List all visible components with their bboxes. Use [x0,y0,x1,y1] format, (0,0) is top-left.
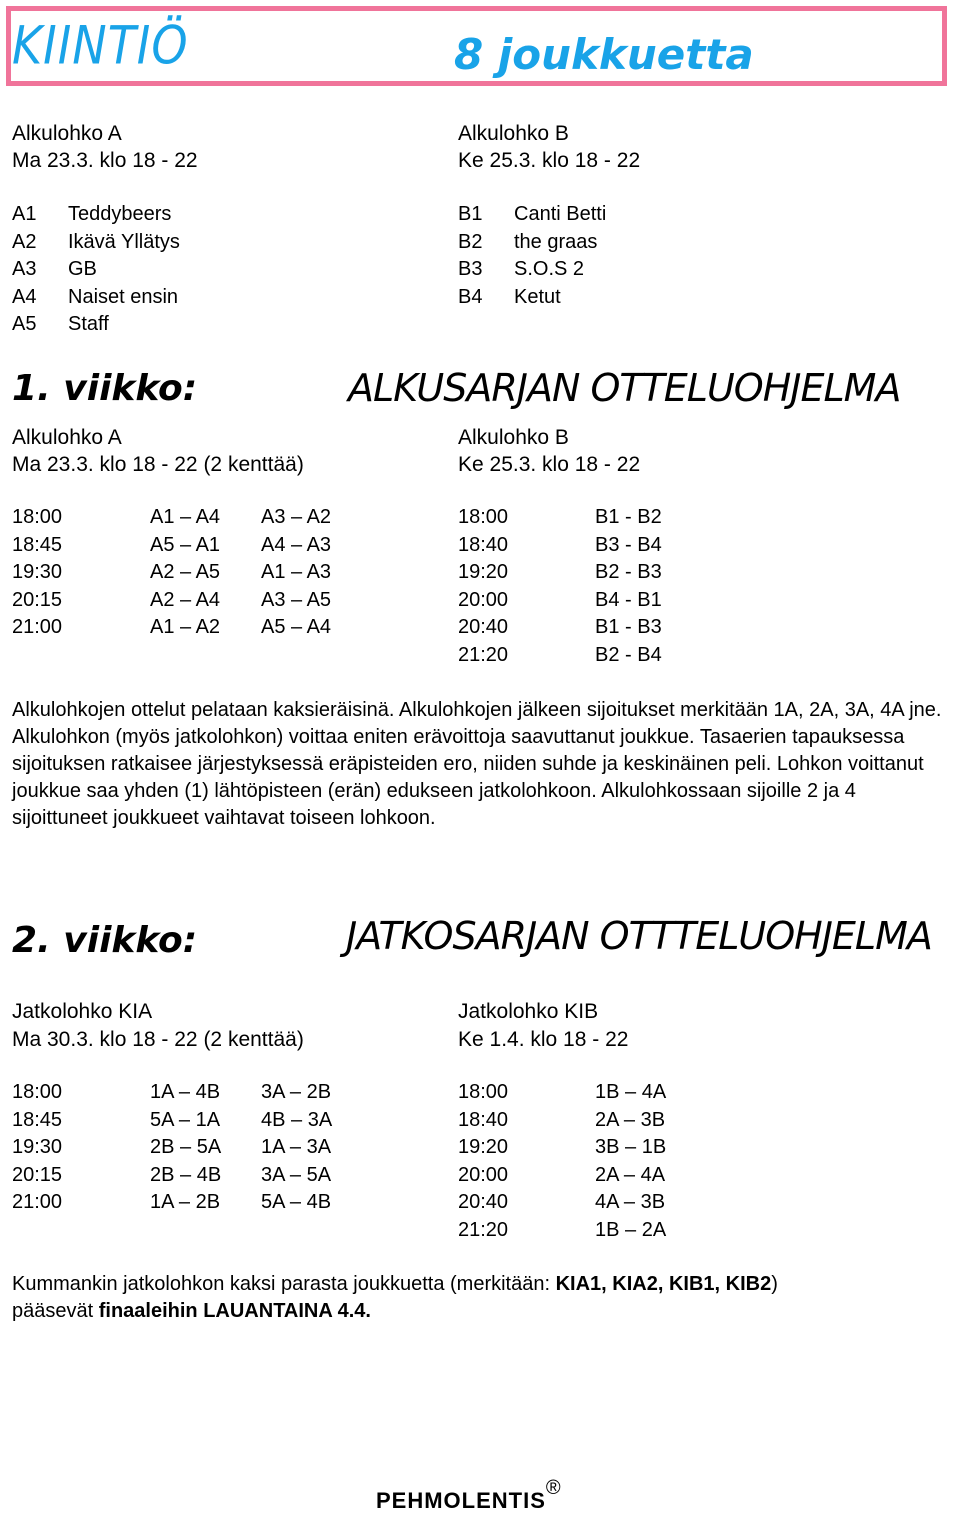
game-match: B2 - B4 [595,643,662,666]
game-match: B1 - B2 [595,506,662,528]
game-time: 19:30 [12,1136,63,1158]
team-code: A3 [12,258,37,280]
team-code: B3 [458,258,483,280]
game-time: 18:00 [12,506,63,528]
game-field-2: A3 – A5 [261,588,332,611]
finals-date: finaaleihin LAUANTAINA 4.4. [98,1300,371,1322]
team-name: GB [68,258,97,280]
game-field-1: 5A – 1A [150,1108,221,1131]
game-time: 19:20 [458,1136,509,1158]
week-1-heading: ALKUSARJAN OTTELUOHJELMA [348,366,901,410]
group-a-title: Alkulohko A [12,122,122,145]
game-field-2: A4 – A3 [261,533,332,556]
group-b-title: Alkulohko B [458,122,569,145]
week-2-group-b-date: Ke 1.4. klo 18 - 22 [458,1028,629,1051]
banner-title: KIINTIÖ [12,14,189,77]
game-time: 20:40 [458,1191,509,1213]
game-match: B4 - B1 [595,588,662,611]
game-field-2: A3 – A2 [261,506,332,528]
team-name: Canti Betti [514,203,607,225]
game-field-2: 3A – 5A [261,1163,332,1186]
game-field-1: 1A – 2B [150,1191,221,1213]
game-match: B2 - B3 [595,561,662,583]
game-time: 18:00 [458,506,509,528]
group-a-date: Ma 23.3. klo 18 - 22 [12,149,198,172]
week-2-group-a-date: Ma 30.3. klo 18 - 22 (2 kenttää) [12,1028,304,1051]
team-code: A4 [12,285,37,308]
finals-codes: KIA1, KIA2, KIB1, KIB2 [555,1273,772,1295]
game-time: 18:45 [12,1108,63,1131]
team-name: Staff [68,313,109,335]
team-code: A2 [12,230,37,253]
week-1-group-a-date: Ma 23.3. klo 18 - 22 (2 kenttää) [12,453,304,476]
game-time: 18:45 [12,533,63,556]
game-time: 18:40 [458,1108,509,1131]
team-name: S.O.S 2 [514,258,585,280]
team-name: Ikävä Yllätys [68,230,180,253]
game-time: 20:15 [12,588,63,611]
game-field-1: A1 – A4 [150,506,221,528]
finals-paragraph [12,1271,948,1325]
game-match: 3B – 1B [595,1136,667,1158]
pehmolentis-logo [376,1477,562,1514]
logo-text: PEHMOLENTIS [376,1488,546,1513]
team-code: B4 [458,285,483,308]
week-2-group-a-title: Jatkolohko KIA [12,1000,153,1023]
week-2-heading: JATKOSARJAN OTTTELUOHJELMA [346,914,932,958]
game-time: 21:20 [458,643,509,666]
team-name: Naiset ensin [68,285,179,308]
banner-team-count: 8 joukkuetta [454,30,754,79]
game-time: 21:00 [12,1191,63,1213]
team-name: the graas [514,230,598,253]
game-time: 19:20 [458,561,509,583]
week-2-group-b-title: Jatkolohko KIB [458,1000,599,1023]
team-code: B2 [458,230,483,253]
game-time: 21:20 [458,1218,509,1241]
game-match: B3 - B4 [595,533,662,556]
game-field-2: A1 – A3 [261,561,332,583]
game-time: 18:00 [12,1081,63,1103]
game-field-2: A5 – A4 [261,616,332,638]
game-field-2: 1A – 3A [261,1136,332,1158]
team-name: Ketut [514,285,561,308]
week-1-label: 1. viikko: [12,368,198,409]
week-1-group-b-title: Alkulohko B [458,426,569,449]
game-match: 1B – 2A [595,1218,667,1241]
game-field-1: A2 – A4 [150,588,221,611]
game-time: 21:00 [12,616,63,638]
rules-paragraph: Alkulohkojen ottelut pelataan kaksieräisinä. Alkulohkojen jälkeen sijoitukset merkitään 1A, 2A, 3A, 4A jne. Alkulohkon (myös jatkolohkon) voittaa eniten erävoittoja saavuttanut joukkue. Tasaerien tapauksessa sijoituksen ratkaisee järjestyksessä eräpisteiden ero, niiden suhde ja keskinäinen peli. Lohkon voittanut joukkue saa yhden (1) lähtöpisteen (erän) edukseen jatkolohkoon. Alkulohkossaan sijoille 2 ja 4 sijoittuneet joukkueet vaihtavat toiseen lohkoon. [12,699,942,829]
game-field-2: 5A – 4B [261,1191,332,1213]
game-match: 4A – 3B [595,1191,666,1213]
game-match: B1 - B3 [595,616,662,638]
game-time: 20:00 [458,1163,509,1186]
week-1-group-a-title: Alkulohko A [12,426,122,449]
finals-text-2: ) [771,1273,778,1295]
team-code: A1 [12,203,37,225]
game-field-2: 3A – 2B [261,1081,332,1103]
group-b-date: Ke 25.3. klo 18 - 22 [458,149,641,172]
game-match: 2A – 4A [595,1163,666,1186]
team-code: B1 [458,203,483,225]
game-field-1: 2B – 5A [150,1136,222,1158]
finals-text-3: pääsevät [12,1300,99,1322]
game-field-1: A2 – A5 [150,561,221,583]
game-time: 20:15 [12,1163,63,1186]
week-2-label: 2. viikko: [12,920,198,961]
game-time: 19:30 [12,561,63,583]
game-field-1: 1A – 4B [150,1081,221,1103]
game-field-1: 2B – 4B [150,1163,222,1186]
team-name: Teddybeers [68,203,172,225]
game-match: 1B – 4A [595,1081,667,1103]
game-time: 20:40 [458,616,509,638]
week-1-group-b-date: Ke 25.3. klo 18 - 22 [458,453,641,476]
game-time: 20:00 [458,588,509,611]
registered-icon: ® [545,1477,562,1499]
game-match: 2A – 3B [595,1108,666,1131]
game-time: 18:40 [458,533,509,556]
finals-text-1: Kummankin jatkolohkon kaksi parasta joukkuetta (merkitään: [12,1273,556,1295]
game-field-2: 4B – 3A [261,1108,333,1131]
game-field-1: A1 – A2 [150,616,221,638]
game-field-1: A5 – A1 [150,533,221,556]
team-code: A5 [12,313,37,335]
game-time: 18:00 [458,1081,509,1103]
